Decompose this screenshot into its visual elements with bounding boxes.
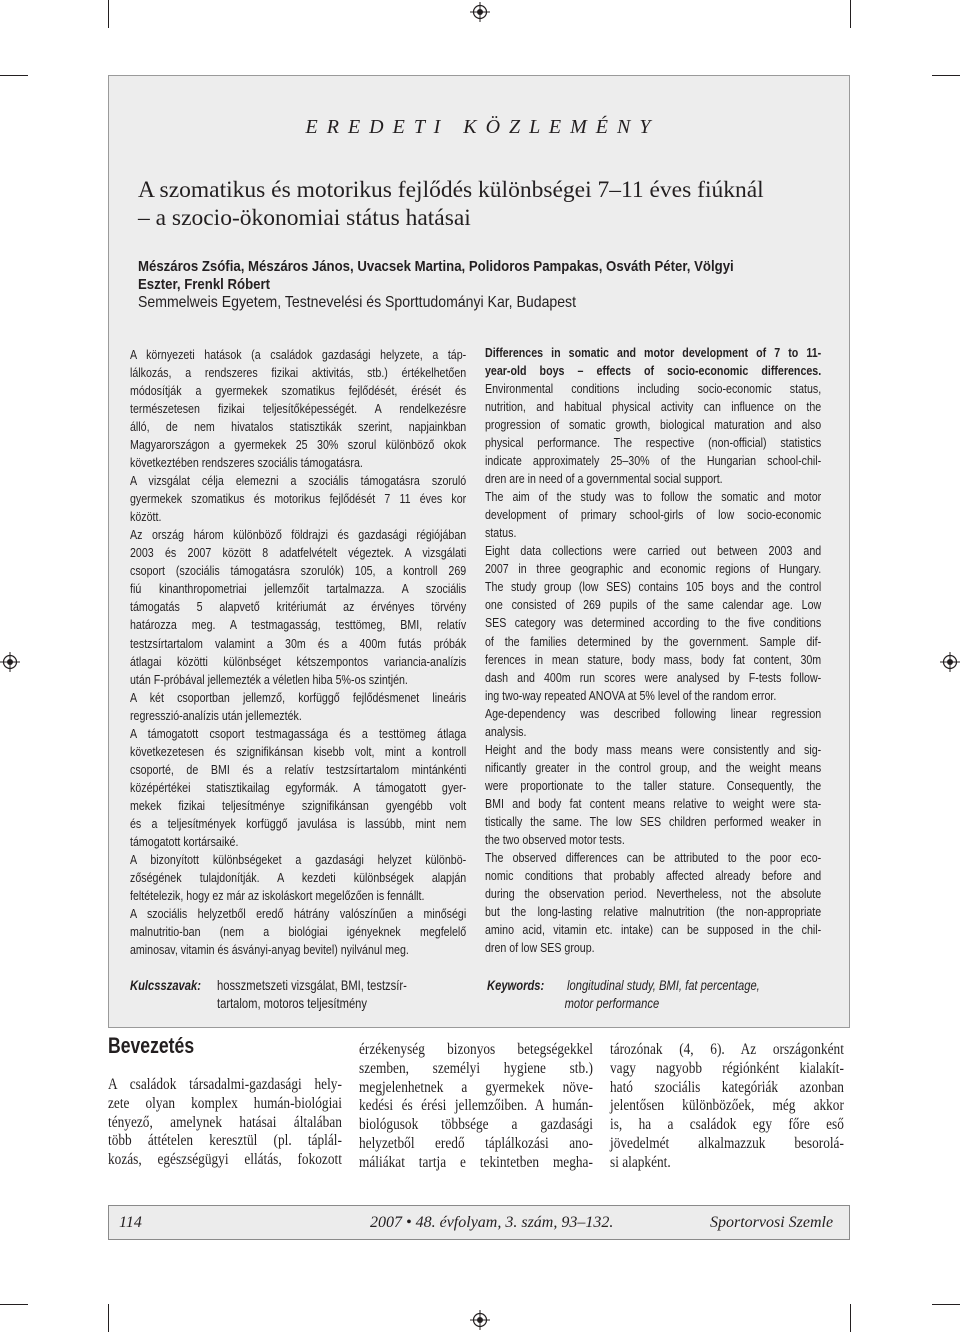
crop-mark	[0, 75, 28, 76]
registration-mark-icon	[940, 652, 960, 672]
abstract-en-line: tistically the same. The low SES children performed weaker in	[485, 813, 822, 829]
crop-mark	[932, 1304, 960, 1305]
abstract-hu-line: A támogatott csoport testmagassága és a testtömeg átlaga	[130, 725, 467, 741]
abstract-hu-line: Magyarországon a gyermekek 25 30% szorul különböző okok	[130, 437, 467, 453]
intro-line: jelentősen különbözőek, még akkor	[610, 1097, 844, 1115]
abstract-hu-line: A két csoportban jellemző, korfüggő fejlődésmenet lineáris	[130, 689, 467, 705]
abstract-hu-line: következtében rendszeres szociális támogatásra.	[130, 455, 363, 471]
article-title-line: – a szocio-ökonomiai státus hatásai	[138, 205, 471, 231]
abstract-hu-line: álló, de nem hivatalos statisztikák szerint, napjainkban	[130, 419, 467, 435]
abstract-hu-line: mekek fizikai teljesítménye szignifikánsan gyengébb volt	[130, 797, 467, 813]
abstract-en-line: one consisted of 269 pupils of the same calendar age. Low	[485, 597, 822, 613]
abstract-hu-line: 2003 és 2007 között 8 adatfelvételt végeztek. A vizsgálati	[130, 545, 467, 561]
intro-line: helyzetből eredő táplálkozási ano-	[359, 1134, 593, 1152]
intro-line: ható szociális kategóriák azonban	[610, 1078, 844, 1096]
abstract-en-line: dash and 400m run scores were analysed by F-tests follow-	[485, 669, 822, 685]
abstract-hu-line: zőségének tulajdonítják. A kezdeti különbségek alapján	[130, 869, 467, 885]
author-list-line: Eszter, Frenkl Róbert	[138, 276, 271, 293]
keywords-text-line: motor performance	[564, 995, 660, 1011]
abstract-hu-line: között.	[130, 509, 162, 525]
intro-line: zete olyan komplex humán-biológiai	[108, 1094, 342, 1112]
intro-column	[610, 1041, 844, 1172]
abstract-en-line: dren are in need of a governmental social support.	[485, 471, 723, 487]
abstract-en-line: indicate approximately 25–30% of the Hungarian school-chil-	[485, 453, 822, 469]
abstract-hu-line: A környezeti hatások (a családok gazdasági helyzete, a táp-	[130, 347, 467, 362]
abstract-hu-line: A szociális helyzetből eredő hátrány valószínűen a minőségi	[130, 905, 467, 921]
abstract-hu-line: regresszió-analízis után jellemezték.	[130, 707, 302, 723]
abstract-hu-line: után F-próbával jellemezték a véletlen hiba 5%-os szintjén.	[130, 671, 408, 687]
abstract-en-line: ferences in mean stature, body mass, body fat content, 30m	[485, 651, 822, 667]
crop-mark	[932, 75, 960, 76]
crop-mark	[0, 1304, 28, 1305]
abstract-hu-line: fiú kinanthropometriai jellemzőit tartalmazza. A szociális	[130, 581, 467, 597]
abstract-hu-line: és a teljesítmények korfüggő javulása is lassúbb, mint nem	[130, 815, 467, 831]
abstract-en	[485, 344, 821, 957]
intro-line: kedési és érési jellemzőiben. A humán-	[359, 1097, 593, 1115]
abstract-en-line: status.	[485, 525, 517, 541]
intro-line: megjelenhetnek a gyermekek növe-	[359, 1078, 593, 1096]
intro-line: A családok társadalmi-gazdasági hely-	[108, 1076, 342, 1093]
abstract-hu-line: A vizsgálat célja elemezni a szociális támogatásra szoruló	[130, 473, 467, 489]
intro-line: tényező, amelynek hatásai általában	[108, 1113, 342, 1131]
keywords-en	[564, 976, 760, 1012]
abstract-en-line: The study group (low SES) contains 105 boys and the control	[485, 579, 822, 595]
intro-column	[108, 1076, 342, 1170]
keywords-text-line: hosszmetszeti vizsgálat, BMI, testzsír-	[217, 977, 407, 993]
abstract-en-line: dren of low SES group.	[485, 940, 595, 956]
crop-mark	[108, 0, 109, 28]
intro-line: is, ha a családok egy főre eső	[610, 1116, 844, 1133]
intro-line: máliákat tartja e tekintetben megha-	[359, 1153, 593, 1171]
abstract-en-line: BMI and body fat content means relative to weight were sta-	[485, 795, 822, 811]
abstract-en-title-line: year-old boys – effects of socio-economic differences.	[485, 363, 822, 379]
abstract-hu	[130, 346, 466, 959]
page-number: 114	[119, 1214, 142, 1231]
abstract-en-title-line: Differences in somatic and motor development of 7 to 11-	[485, 345, 822, 360]
footer-bar	[108, 1205, 850, 1240]
intro-line: biológusok többsége a gazdasági	[359, 1116, 593, 1133]
abstract-hu-line: átlagai közötti különbséget kétszempontos variancia-analízis	[130, 653, 467, 669]
abstract-en-line: development of primary school-girls of low socio-economic	[485, 507, 822, 523]
abstract-en-line: physical performance. The respective (non-official) statistics	[485, 435, 822, 451]
abstract-en-line: ing two-way repeated ANOVA at 5% level of the random error.	[485, 687, 777, 703]
abstract-hu-line: csoport (szociális támogatásra szorulók) 105, a kontroll 269	[130, 563, 467, 579]
intro-line: érzékenység bizonyos betegségekkel	[359, 1041, 593, 1058]
abstract-hu-line: következetesen és szignifikánsan kisebb volt, mint a kontroll	[130, 743, 467, 759]
keywords-label-hu: Kulcsszavak:	[130, 977, 201, 993]
abstract-en-line: Age-dependency was described following linear regression	[485, 705, 822, 721]
intro-line: si alapként.	[610, 1153, 671, 1171]
crop-mark	[108, 1304, 109, 1332]
registration-mark-icon	[470, 2, 490, 22]
abstract-en-line: were proportionate to the taller stature. Consequently, the	[485, 777, 822, 793]
abstract-en-line: nificantly greater in the control group, and the weight means	[485, 759, 822, 775]
author-list-line: Mészáros Zsófia, Mészáros János, Uvacsek Martina, Polidoros Pampakas, Osváth Péter, Völgyi	[138, 258, 734, 275]
abstract-hu-line: természetesen fizikai teljesítőképességét. A rendelkezésre	[130, 401, 467, 417]
abstract-en-line: amino acid, vitamin etc. intake) can be supposed in the chil-	[485, 922, 822, 937]
journal-name: Sportorvosi Szemle	[710, 1214, 834, 1231]
crop-mark	[850, 0, 851, 28]
abstract-en-line: The observed differences can be attributed to the poor eco-	[485, 849, 822, 865]
article-title-line: A szomatikus és motorikus fejlődés különbségei 7–11 éves fiúknál	[138, 177, 764, 203]
abstract-hu-line: módosítják a gyermekek szomatikus fejlődését, érését és	[130, 383, 467, 399]
abstract-hu-line: támogatás 5 alapvető kritériumát az érvényes törvény	[130, 599, 467, 615]
abstract-hu-line: aminosav, vitamin és ásványi-anyag bevitel) nyilvánul meg.	[130, 942, 409, 958]
abstract-hu-line: malnutritio-ban (nem a biológiai igényeknek megfelelő	[130, 924, 467, 939]
abstract-en-line: The aim of the study was to follow the somatic and motor	[485, 489, 822, 505]
abstract-en-line: analysis.	[485, 723, 527, 739]
abstract-en-line: the two observed motor tests.	[485, 831, 625, 847]
abstract-hu-line: testzsírtartalom valamint a 30m és a 400m futás próbák	[130, 635, 467, 651]
abstract-en-line: Height and the body mass means were consistently and sig-	[485, 741, 822, 757]
intro-line: szemben, személyi hygiene stb.)	[359, 1059, 593, 1077]
abstract-hu-line: határozza meg. A testmagasság, testtömeg, BMI, relatív	[130, 617, 467, 633]
abstract-en-line: SES category was determined according to the five conditions	[485, 615, 822, 631]
intro-line: jövedelmét alkalmazzuk besorolá-	[610, 1134, 844, 1152]
intro-column	[359, 1041, 593, 1172]
abstract-en-line: nutrition, and habitual physical activity can influence on the	[485, 399, 822, 415]
registration-mark-icon	[470, 1310, 490, 1330]
abstract-hu-line: csoporté, de BMI és a relatív testzsírtartalom mintánkénti	[130, 761, 467, 777]
keywords-text-line: longitudinal study, BMI, fat percentage,	[567, 977, 760, 993]
abstract-hu-line: A bizonyított különbségeket a gazdasági helyzet különbö-	[130, 851, 467, 867]
section-heading: Bevezetés	[108, 1033, 195, 1058]
abstract-en-line: but the long-lasting relative malnutrition (the non-appropriate	[485, 903, 822, 919]
intro-line: kozás, egészségügyi ellátás, fokozott	[108, 1151, 342, 1168]
keywords-text-line: tartalom, motoros teljesítmény	[217, 995, 368, 1011]
intro-line: tározónak (4, 6). Az országonként	[610, 1041, 844, 1058]
intro-line: több áttételen keresztül (pl. táplál-	[108, 1132, 342, 1150]
abstract-en-line: Eight data collections were carried out between 2003 and	[485, 543, 822, 559]
abstract-hu-line: feltételezik, hogy ez már az iskoláskort megelőzően is fennállt.	[130, 887, 425, 903]
abstract-hu-line: középértékei statisztikailag egyformák. A támogatott gyer-	[130, 779, 467, 795]
abstract-hu-line: támogatott kortársaiké.	[130, 833, 239, 849]
abstract-hu-line: gyermekek szomatikus és motorikus fejlődését 7 11 éves kor	[130, 491, 467, 507]
intro-line: vagy nagyobb régiónként kialakít-	[610, 1059, 844, 1077]
affiliation: Semmelweis Egyetem, Testnevelési és Sporttudományi Kar, Budapest	[138, 294, 577, 311]
registration-mark-icon	[0, 652, 20, 672]
abstract-en-line: Environmental conditions including socio-economic status,	[485, 381, 822, 397]
abstract-en-line: nomic conditions that probably affected already before and	[485, 867, 822, 883]
abstract-en-line: 2007 in three geographic and economic regions of Hungary.	[485, 561, 822, 577]
abstract-hu-line: Az ország három különböző földrajzi és gazdasági régiójában	[130, 527, 467, 543]
abstract-en-line: during the observation period. Nevertheless, not the absolute	[485, 885, 822, 901]
keywords-label-en: Keywords:	[487, 977, 545, 993]
abstract-hu-line: lálkozás, a rendszeres fizikai aktivitás, stb.) értékelhetően	[130, 365, 467, 381]
journal-kicker: E R E D E T I K Ö Z L E M É N Y	[305, 116, 653, 138]
crop-mark	[850, 1304, 851, 1332]
abstract-en-line: of the families determined by the government. Sample dif-	[485, 633, 822, 649]
issue-info: 2007 • 48. évfolyam, 3. szám, 93–132.	[370, 1214, 614, 1231]
abstract-en-line: progression of somatic growth, biological maturation and also	[485, 417, 822, 433]
keywords-hu	[217, 976, 407, 1012]
